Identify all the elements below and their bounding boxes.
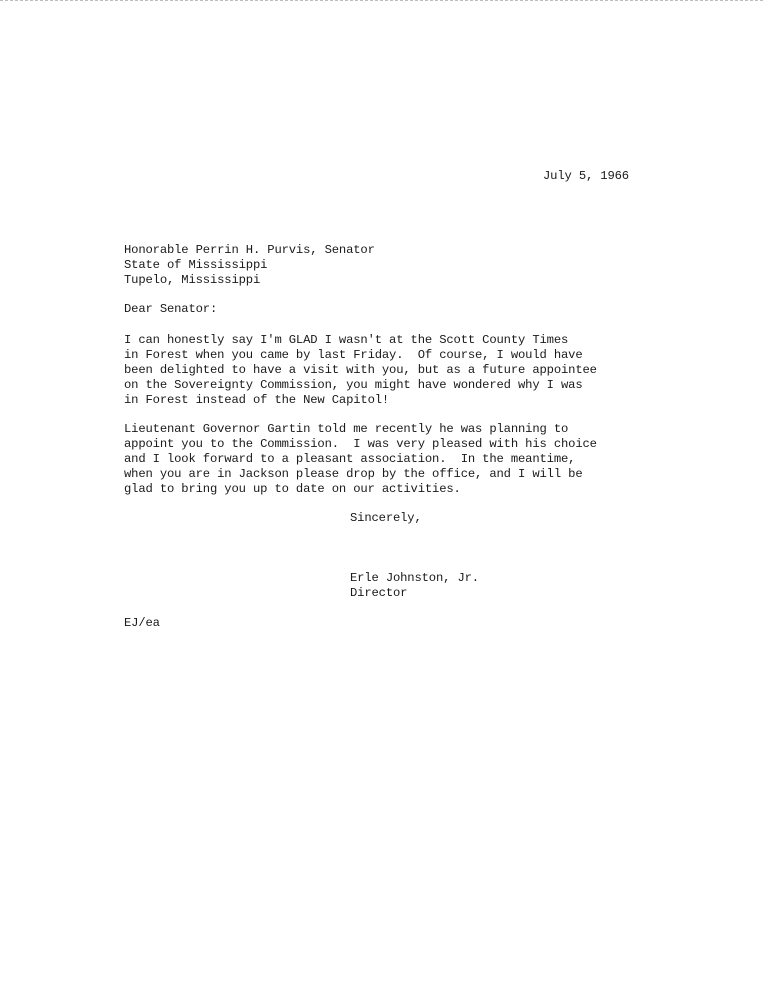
paragraph-line: in Forest instead of the New Capitol! [124,393,390,407]
salutation: Dear Senator: [124,302,218,316]
paragraph-line: I can honestly say I'm GLAD I wasn't at the Scott County Times [124,333,569,347]
recipient-address [124,243,375,288]
paragraph-line: in Forest when you came by last Friday. Of course, I would have [124,348,583,362]
paragraph-line: been delighted to have a visit with you, but as a future appointee [124,363,597,377]
closing: Sincerely, [350,511,422,525]
body-paragraph-1 [124,333,597,408]
recipient-line: Tupelo, Mississippi [124,273,261,287]
reference-initials: EJ/ea [124,616,160,630]
recipient-line: Honorable Perrin H. Purvis, Senator [124,243,375,257]
paragraph-line: glad to bring you up to date on our activities. [124,482,461,496]
signer-name: Erle Johnston, Jr. [350,571,479,585]
paragraph-line: and I look forward to a pleasant association. In the meantime, [124,452,576,466]
signature-block [350,571,479,601]
signer-title: Director [350,586,408,600]
paragraph-line: when you are in Jackson please drop by the office, and I will be [124,467,583,481]
paragraph-line: on the Sovereignty Commission, you might have wondered why I was [124,378,583,392]
paragraph-line: appoint you to the Commission. I was very pleased with his choice [124,437,597,451]
letter-date: July 5, 1966 [543,169,629,183]
body-paragraph-2 [124,422,597,497]
recipient-line: State of Mississippi [124,258,268,272]
paragraph-line: Lieutenant Governor Gartin told me recently he was planning to [124,422,569,436]
